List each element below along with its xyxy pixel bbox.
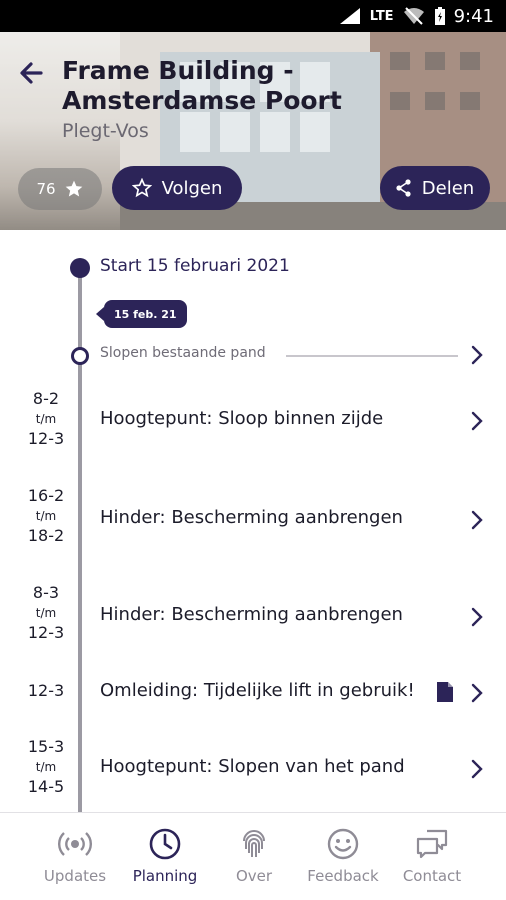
chevron-right-icon: [470, 410, 484, 432]
timeline-item[interactable]: [0, 676, 506, 710]
project-header: [0, 32, 506, 230]
date-range: [16, 736, 76, 798]
date-to: 14-5: [27, 777, 65, 796]
back-button[interactable]: [14, 56, 48, 90]
clock-icon: [148, 827, 182, 861]
nav-feedback[interactable]: [298, 813, 388, 900]
chevron-right-icon[interactable]: [470, 344, 484, 366]
timeline-item[interactable]: [0, 386, 506, 458]
item-title: Hinder: Bescherming aanbrengen: [100, 507, 403, 528]
phase-label[interactable]: Slopen bestaande pand: [100, 345, 266, 361]
date-to: 12-3: [27, 623, 65, 642]
nav-contact[interactable]: [387, 813, 477, 900]
nav-planning[interactable]: [120, 813, 210, 900]
timeline-item[interactable]: [0, 483, 506, 555]
favorites-count: 76: [36, 180, 56, 198]
date-to: 18-2: [27, 526, 65, 545]
nav-label: Feedback: [307, 867, 379, 885]
phase-divider: [286, 355, 458, 357]
project-developer: Plegt-Vos: [62, 120, 149, 142]
fingerprint-icon: [237, 827, 271, 861]
item-title: Hoogtepunt: Sloop binnen zijde: [100, 408, 384, 429]
document-icon: [436, 681, 454, 703]
date-range: [16, 485, 76, 547]
chevron-right-icon: [470, 509, 484, 531]
timeline-item[interactable]: [0, 580, 506, 652]
share-label: Delen: [421, 177, 475, 199]
follow-label: Volgen: [161, 177, 223, 199]
date-from: 12-3: [27, 681, 65, 700]
bottom-navigation: [0, 812, 506, 900]
nav-label: Contact: [402, 867, 462, 885]
timeline-start-dot: [70, 258, 90, 278]
network-type: LTE: [369, 8, 394, 24]
current-date-flag: 15 feb. 21: [104, 300, 187, 328]
timeline-start-label: Start 15 februari 2021: [100, 256, 290, 276]
date-separator: t/m: [35, 412, 57, 426]
nav-label: Over: [235, 867, 273, 885]
item-title: Hinder: Bescherming aanbrengen: [100, 604, 403, 625]
nav-updates[interactable]: [30, 813, 120, 900]
date-to: 12-3: [27, 429, 65, 448]
date-range: [16, 680, 76, 702]
chevron-right-icon: [470, 606, 484, 628]
date-range: [16, 582, 76, 644]
wifi-off-icon: [402, 6, 426, 26]
signal-icon: [338, 6, 362, 26]
share-button[interactable]: [380, 166, 490, 210]
date-from: 16-2: [27, 486, 65, 505]
page-title: Frame Building - Amsterdamse Poort: [62, 56, 342, 115]
planning-timeline: [0, 230, 506, 812]
clock-time: 9:41: [453, 5, 494, 27]
status-bar: [0, 0, 506, 32]
phase-marker: [71, 347, 89, 365]
timeline-item[interactable]: [0, 734, 506, 806]
date-range: [16, 388, 76, 450]
broadcast-icon: [58, 827, 92, 861]
battery-icon: [434, 6, 446, 26]
nav-label: Planning: [132, 867, 198, 885]
date-separator: t/m: [35, 509, 57, 523]
smiley-icon: [326, 827, 360, 861]
star-icon: [64, 179, 84, 199]
date-from: 8-3: [32, 583, 60, 602]
item-title: Hoogtepunt: Slopen van het pand: [100, 756, 405, 777]
favorites-count-chip: [18, 168, 102, 210]
date-separator: t/m: [35, 606, 57, 620]
star-outline-icon: [132, 178, 152, 198]
chevron-right-icon: [470, 758, 484, 780]
chat-icon: [415, 827, 449, 861]
date-separator: t/m: [35, 760, 57, 774]
date-from: 15-3: [27, 737, 65, 756]
date-from: 8-2: [32, 389, 60, 408]
follow-button[interactable]: [112, 166, 242, 210]
chevron-right-icon: [470, 682, 484, 704]
share-icon: [396, 179, 412, 197]
item-title: Omleiding: Tijdelijke lift in gebruik!: [100, 680, 415, 701]
nav-label: Updates: [43, 867, 107, 885]
nav-over[interactable]: [209, 813, 299, 900]
arrow-left-icon: [17, 59, 45, 87]
